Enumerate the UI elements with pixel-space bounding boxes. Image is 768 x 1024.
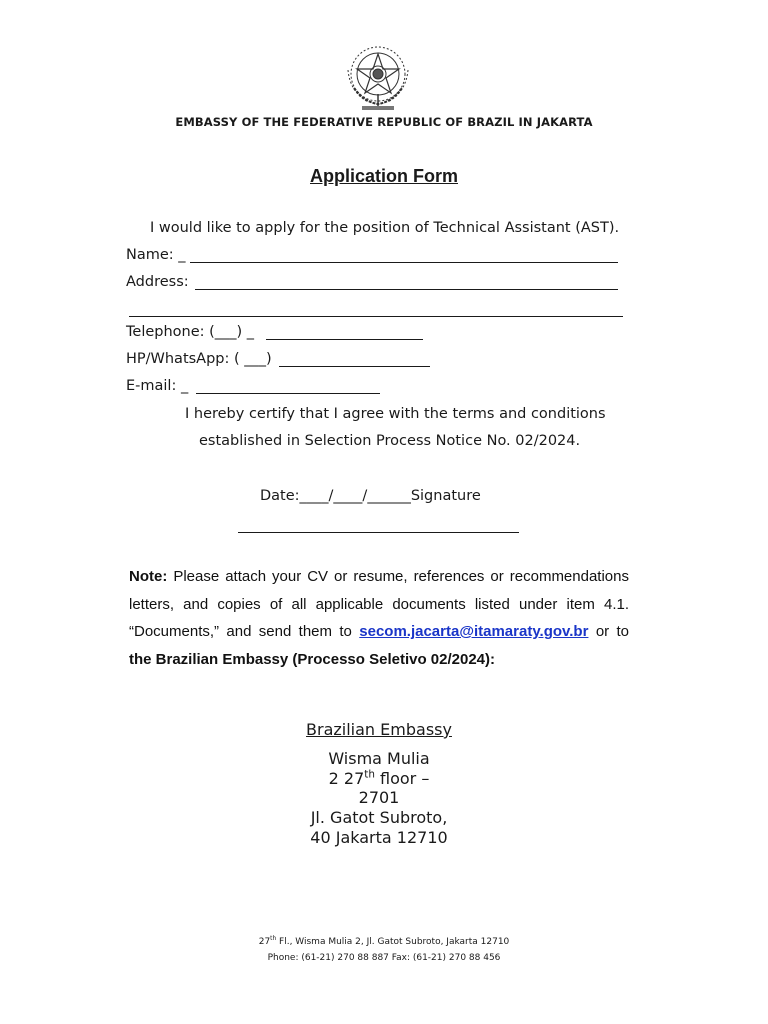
certify-line-2: established in Selection Process Notice No. 02/2024. — [199, 433, 581, 449]
embassy-name: EMBASSY OF THE FEDERATIVE REPUBLIC OF BRAZIL IN JAKARTA — [175, 115, 593, 129]
intro-text: I would like to apply for the position of Technical Assistant (AST). — [150, 220, 620, 236]
note-label: Note: — [129, 568, 168, 585]
address-line-5: 40 Jakarta 12710 — [310, 827, 448, 847]
whatsapp-label: HP/WhatsApp: ( ___) — [126, 351, 272, 367]
contact-email-link[interactable]: secom.jacarta@itamaraty.gov.br — [359, 623, 589, 640]
embassy-address — [0, 720, 758, 848]
footer-phone: Phone: (61-21) 270 88 887 Fax: (61-21) 270 88 456 — [267, 953, 501, 963]
note-bold-tail: the Brazilian Embassy (Processo Seletivo 02/2024): — [129, 650, 495, 668]
address-line-4: Jl. Gatot Subroto, — [310, 808, 448, 828]
address-heading: Brazilian Embassy — [306, 720, 452, 739]
address-line-2: 2 27th floor – — [328, 768, 430, 788]
address-field-line-2[interactable] — [129, 316, 623, 317]
address-line-1: Wisma Mulia — [328, 748, 430, 768]
email-label: E-mail: _ — [126, 378, 189, 394]
email-field-line[interactable] — [196, 393, 380, 394]
address-label: Address: — [126, 274, 189, 290]
whatsapp-field-line[interactable] — [279, 366, 430, 367]
telephone-field-line[interactable] — [266, 339, 423, 340]
note-text-or: or to — [595, 623, 630, 640]
brazil-coat-of-arms-icon — [344, 42, 412, 112]
note-paragraph — [129, 563, 629, 673]
date-signature-line: Date:____/____/______Signature — [260, 488, 481, 504]
signature-field-line[interactable] — [238, 532, 519, 533]
certify-line-1: I hereby certify that I agree with the terms and conditions — [185, 406, 606, 422]
name-field-line[interactable] — [190, 262, 618, 263]
form-title: Application Form — [310, 166, 458, 186]
telephone-label: Telephone: (___) _ — [126, 324, 255, 340]
address-line-3: 2701 — [358, 788, 400, 808]
note-text: Please attach your CV or resume, references or recommendations letters, and copies of all applicable documents listed under item 4.1. “Documents,” and send them to — [129, 568, 629, 640]
footer-address: 27th Fl., Wisma Mulia 2, Jl. Gatot Subroto, Jakarta 12710 — [258, 936, 510, 947]
name-label: Name: _ — [126, 247, 186, 263]
page-footer — [0, 934, 768, 966]
address-field-line[interactable] — [195, 289, 618, 290]
